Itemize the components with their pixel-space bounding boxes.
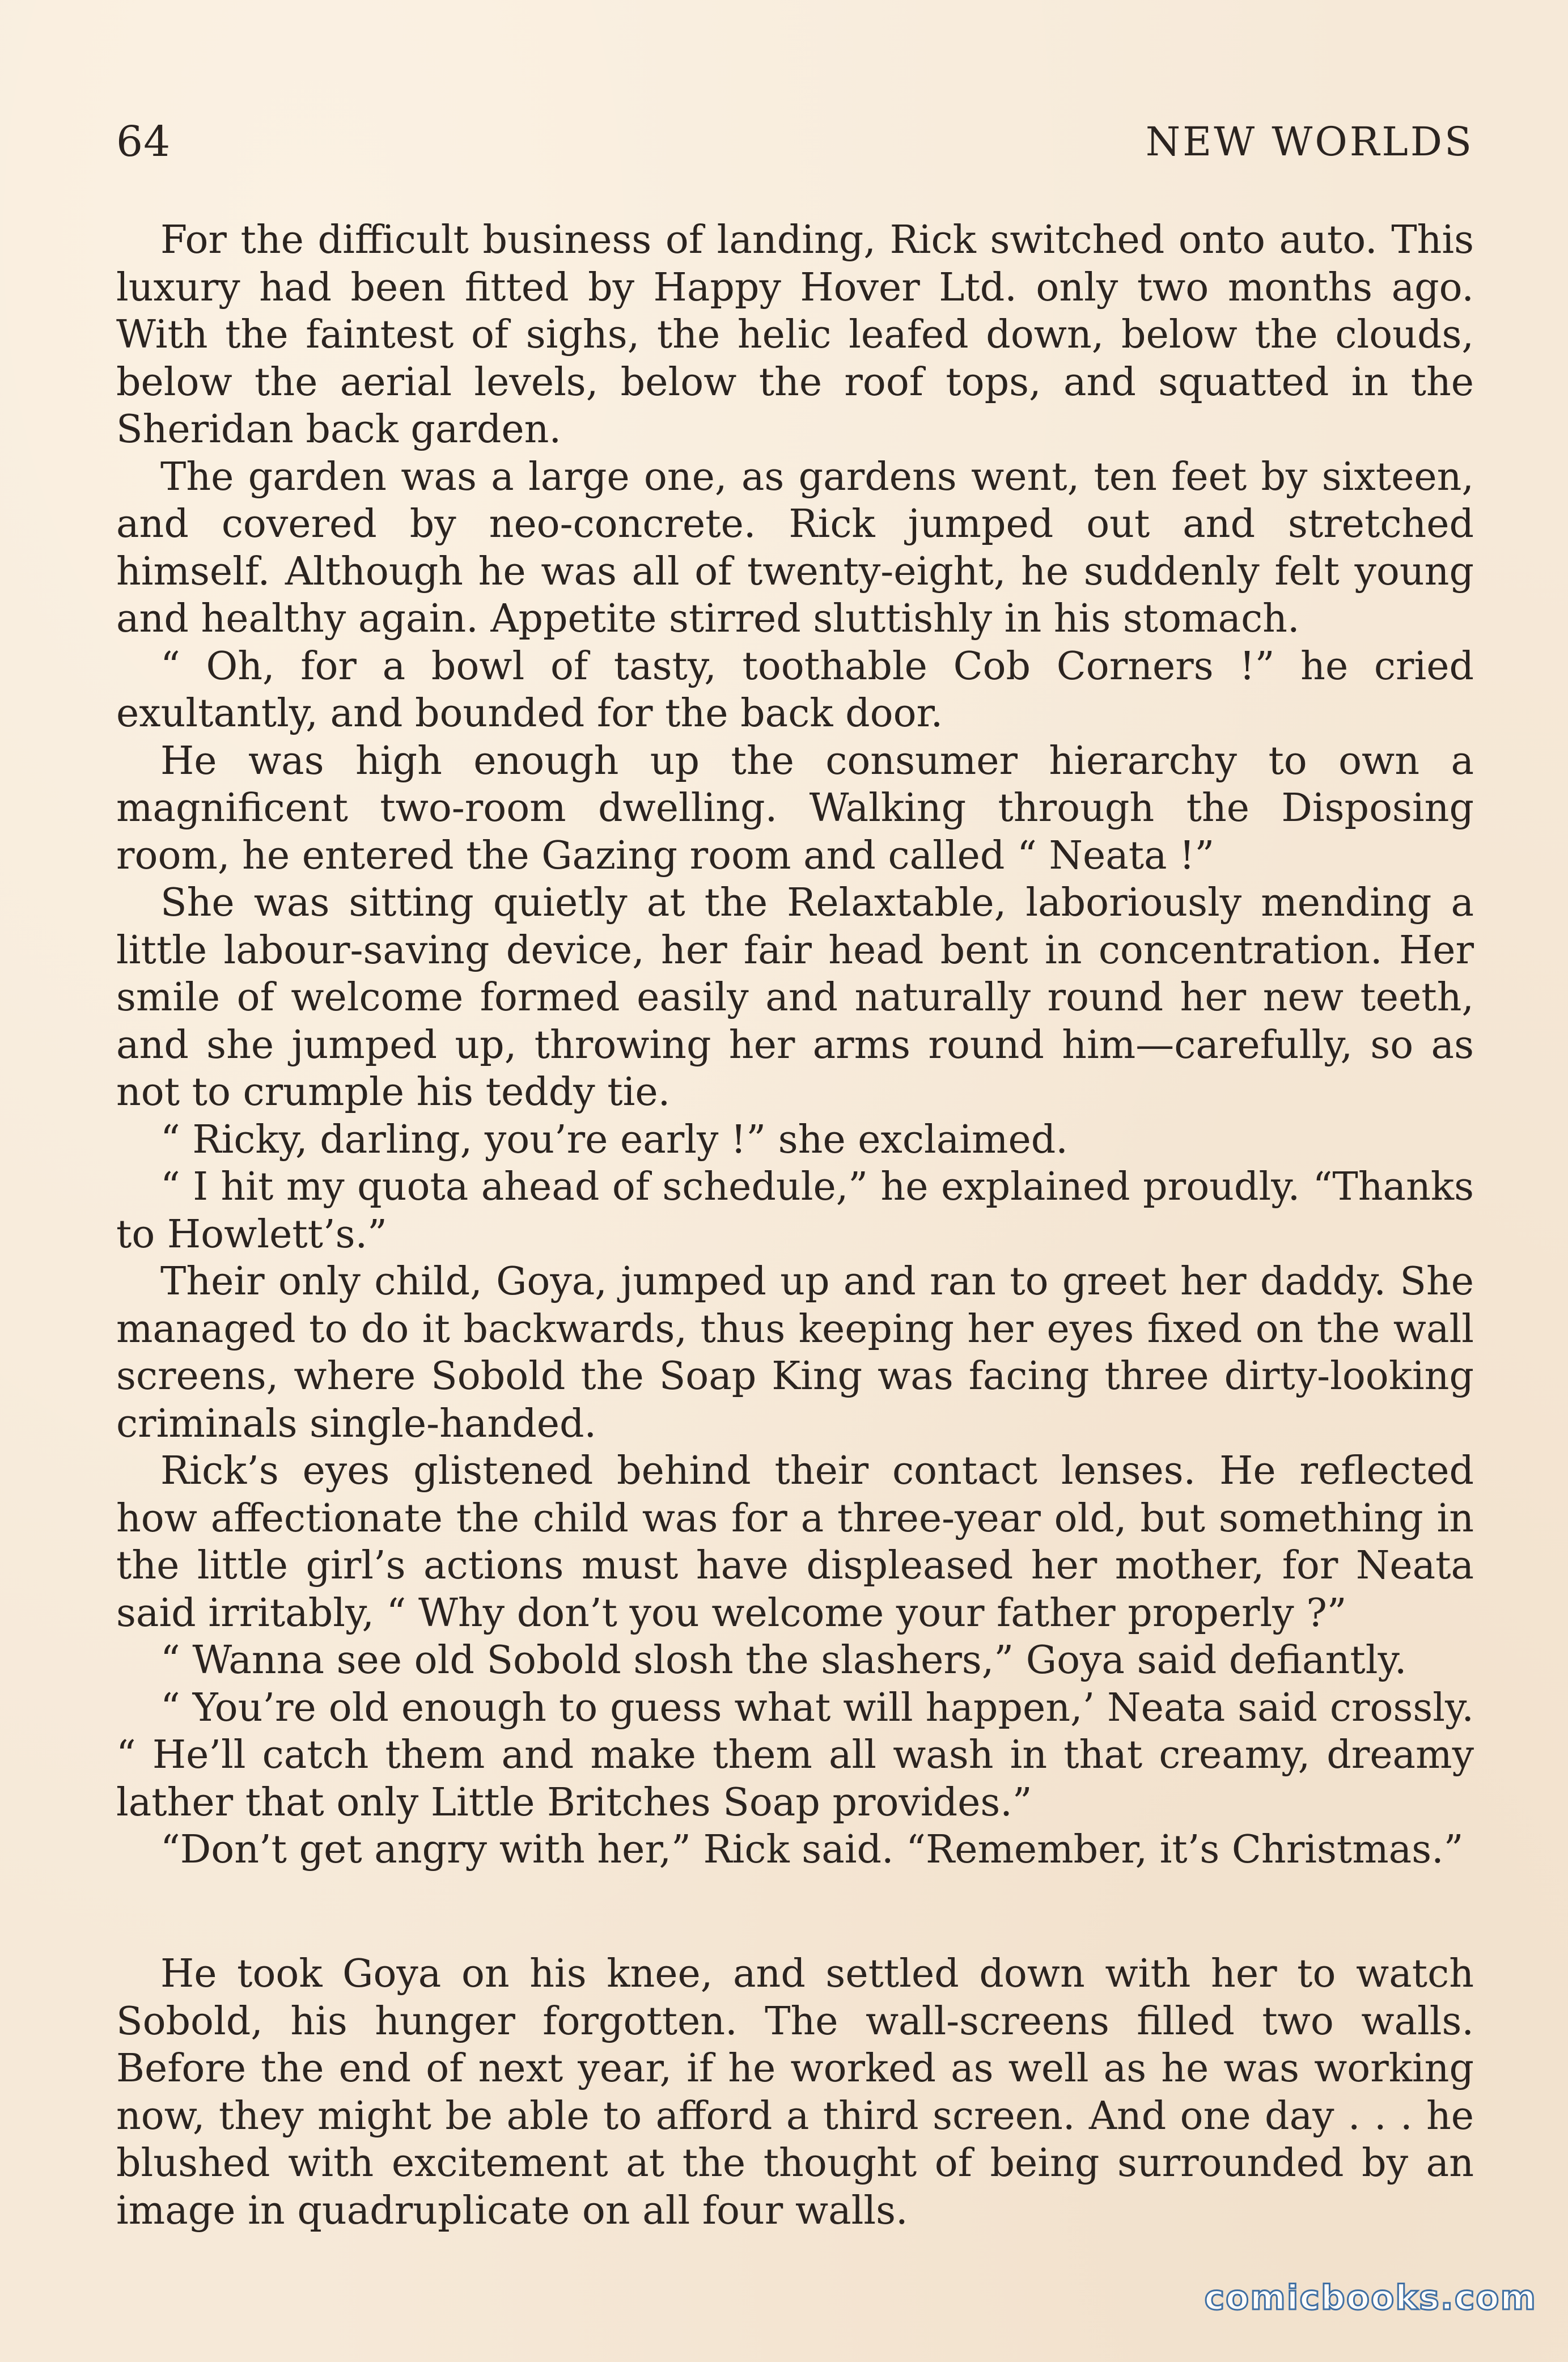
paragraph: The garden was a large one, as gardens went, ten feet by sixteen, and covered by neo-concrete. Rick jumped out and stretched himself. Although he was all of twenty-eight, he suddenly felt young and healthy again. Appetite stirred sluttishly in his stomach. bbox=[116, 454, 1474, 641]
paragraph: She was sitting quietly at the Relaxtable, laboriously mending a little labour-saving device, her fair head bent in concentration. Her smile of welcome formed easily and naturally round her new teeth, and she jumped up, throwing her arms round him—carefully, so as not to crumple his teddy tie. bbox=[116, 881, 1474, 1115]
paragraph: “ Oh, for a bowl of tasty, toothable Cob Corners !” he cried exultantly, and bounded for the back door. bbox=[116, 644, 1474, 736]
story-text bbox=[116, 217, 1474, 1874]
paragraph: Their only child, Goya, jumped up and ran to greet her daddy. She managed to do it backwards, thus keeping her eyes fixed on the wall screens, where Sobold the Soap King was facing three dirty-looking criminals single-handed. bbox=[116, 1259, 1474, 1446]
paragraph: “Don’t get angry with her,” Rick said. “Remember, it’s Christmas.” bbox=[160, 1827, 1464, 1872]
paragraph: “ I hit my quota ahead of schedule,” he explained proudly. “Thanks to Howlett’s.” bbox=[116, 1165, 1474, 1257]
running-head bbox=[116, 116, 1474, 167]
paragraph: “ Wanna see old Sobold slosh the slashers,” Goya said defiantly. bbox=[160, 1638, 1407, 1683]
paragraph: For the difficult business of landing, Rick switched onto auto. This luxury had been fitted by Happy Hover Ltd. only two months ago. With the faintest of sighs, the helic leafed down, below the clouds, below the aerial levels, below the roof tops, and squatted in the Sheridan back garden. bbox=[116, 218, 1474, 452]
paragraph: Rick’s eyes glistened behind their contact lenses. He reflected how affectionate the child was for a three-year old, but something in the little girl’s actions must have displeased her mother, for Neata said irritably, “ Why don’t you welcome your father properly ?” bbox=[116, 1449, 1474, 1636]
running-title: NEW WORLDS bbox=[1145, 118, 1474, 165]
watermark: comicbooks.com bbox=[1204, 2278, 1537, 2318]
paragraph: “ You’re old enough to guess what will happen,’ Neata said crossly. “ He’ll catch them and make them all wash in that creamy, dreamy lather that only Little Britches Soap provides.” bbox=[116, 1685, 1474, 1825]
story-text-section-break bbox=[116, 1950, 1474, 2234]
page-number: 64 bbox=[116, 117, 171, 166]
paragraph: He took Goya on his knee, and settled down with her to watch Sobold, his hunger forgotten. The wall-screens filled two walls. Before the end of next year, if he worked as well as he was working now, they might be able to afford a third screen. And one day . . . he blushed with excitement at the thought of being surrounded by an image in quadruplicate on all four walls. bbox=[116, 1952, 1474, 2233]
paragraph: He was high enough up the consumer hierarchy to own a magnificent two-room dwelling. Walking through the Disposing room, he entered the Gazing room and called “ Neata !” bbox=[116, 738, 1474, 878]
paragraph: “ Ricky, darling, you’re early !” she exclaimed. bbox=[160, 1117, 1068, 1162]
